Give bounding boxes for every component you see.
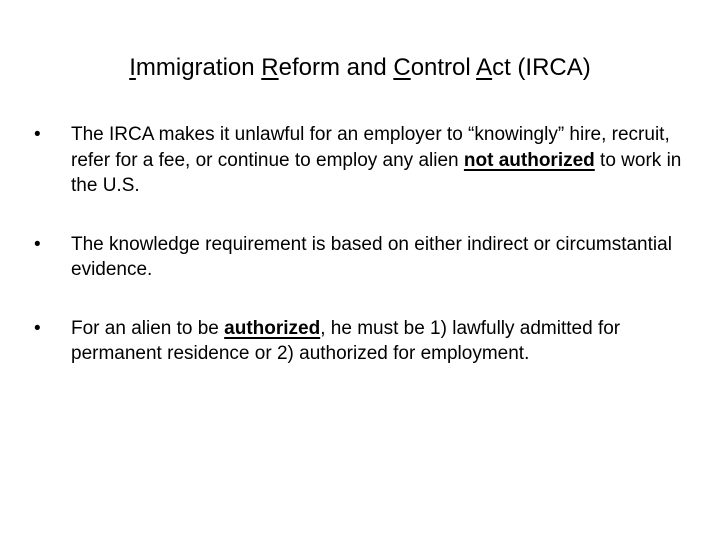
bullet-emphasis: authorized xyxy=(224,317,321,339)
bullet-dot-icon: • xyxy=(34,124,41,145)
bullet-text: , he must be 1) lawfully admitted for permanent residence or 2) authorized for employment. xyxy=(71,317,621,364)
bullet-item xyxy=(34,122,694,199)
bullet-dot-icon: • xyxy=(34,317,41,339)
title-initial-i: I xyxy=(129,54,136,81)
bullet-dot-icon: • xyxy=(34,233,41,255)
bullet-item xyxy=(34,316,694,367)
bullet-text: For an alien to be xyxy=(71,317,225,339)
title-text: mmigration xyxy=(135,54,262,81)
bullet-text: The IRCA makes it unlawful for an employer to “knowingly” hire, recruit, refer for a fee, or continue to employ any alien xyxy=(71,124,670,171)
title-initial-c: C xyxy=(393,54,411,81)
title-initial-a: A xyxy=(476,54,493,81)
bullet-text: to work in the U.S. xyxy=(71,149,682,196)
bullet-text: The knowledge requirement is based on either indirect or circumstantial evidence. xyxy=(71,233,672,280)
bullet-item xyxy=(34,232,694,283)
title-initial-r: R xyxy=(261,54,279,81)
title-text: ontrol xyxy=(410,54,477,81)
slide-title xyxy=(0,50,720,86)
title-text: ct (IRCA) xyxy=(492,54,591,81)
title-text: eform and xyxy=(278,54,394,81)
bullet-list xyxy=(34,122,694,367)
bullet-emphasis: not authorized xyxy=(463,149,595,171)
